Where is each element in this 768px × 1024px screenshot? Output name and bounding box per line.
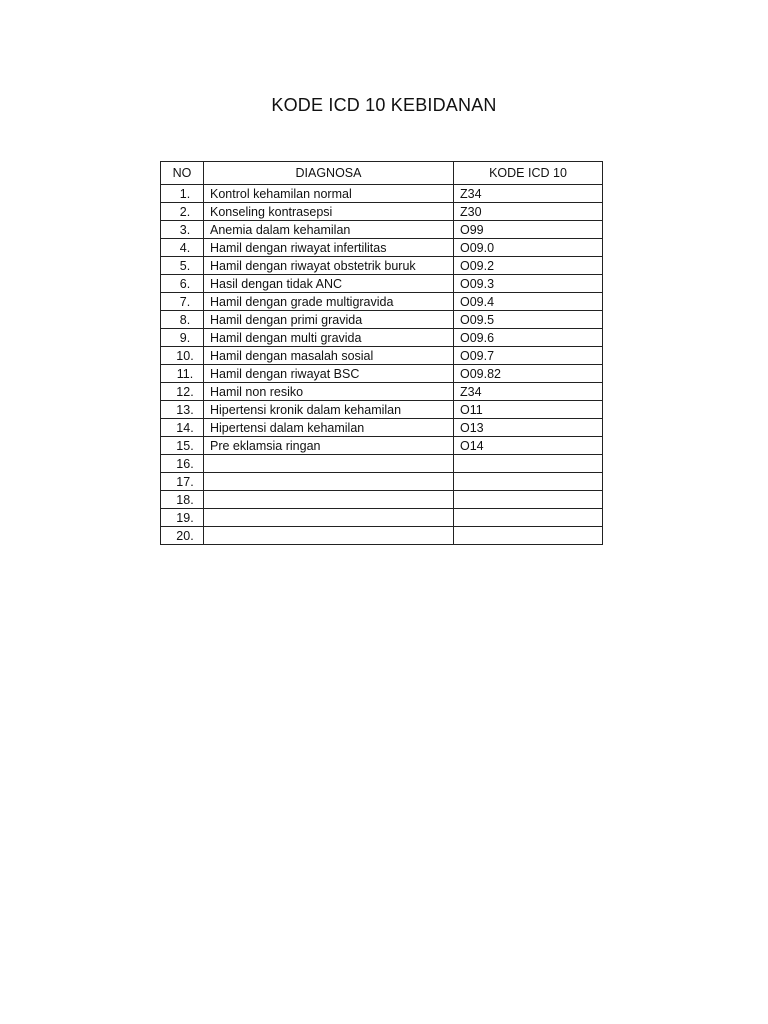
table-row — [161, 509, 603, 527]
table-row — [161, 347, 603, 365]
cell-no: 19. — [161, 509, 204, 527]
header-no: NO — [161, 162, 204, 185]
table-row — [161, 329, 603, 347]
cell-kode: Z30 — [454, 203, 603, 221]
cell-diagnosa: Hamil dengan riwayat infertilitas — [204, 239, 454, 257]
cell-no: 8. — [161, 311, 204, 329]
cell-no: 15. — [161, 437, 204, 455]
cell-no: 13. — [161, 401, 204, 419]
cell-diagnosa: Anemia dalam kehamilan — [204, 221, 454, 239]
table-row — [161, 365, 603, 383]
table-row — [161, 437, 603, 455]
cell-kode: O09.6 — [454, 329, 603, 347]
table-row — [161, 293, 603, 311]
cell-no: 18. — [161, 491, 204, 509]
cell-no: 14. — [161, 419, 204, 437]
cell-no: 2. — [161, 203, 204, 221]
table-row — [161, 185, 603, 203]
cell-diagnosa: Hamil non resiko — [204, 383, 454, 401]
cell-kode — [454, 509, 603, 527]
table-row — [161, 527, 603, 545]
cell-no: 3. — [161, 221, 204, 239]
cell-kode — [454, 473, 603, 491]
cell-kode — [454, 491, 603, 509]
cell-diagnosa: Pre eklamsia ringan — [204, 437, 454, 455]
table-row — [161, 221, 603, 239]
cell-kode — [454, 527, 603, 545]
cell-diagnosa: Hamil dengan riwayat BSC — [204, 365, 454, 383]
cell-diagnosa: Hamil dengan riwayat obstetrik buruk — [204, 257, 454, 275]
cell-kode — [454, 455, 603, 473]
cell-diagnosa: Kontrol kehamilan normal — [204, 185, 454, 203]
table-row — [161, 473, 603, 491]
cell-no: 20. — [161, 527, 204, 545]
cell-no: 11. — [161, 365, 204, 383]
table-row — [161, 257, 603, 275]
cell-kode: O09.4 — [454, 293, 603, 311]
table-body — [161, 185, 603, 545]
cell-kode: O11 — [454, 401, 603, 419]
cell-diagnosa — [204, 473, 454, 491]
cell-diagnosa: Hipertensi kronik dalam kehamilan — [204, 401, 454, 419]
cell-kode: O99 — [454, 221, 603, 239]
document-title: KODE ICD 10 KEBIDANAN — [271, 95, 497, 115]
cell-kode: O09.82 — [454, 365, 603, 383]
table-row — [161, 401, 603, 419]
cell-diagnosa: Hamil dengan multi gravida — [204, 329, 454, 347]
table-row — [161, 383, 603, 401]
cell-kode: O09.7 — [454, 347, 603, 365]
cell-no: 4. — [161, 239, 204, 257]
cell-no: 12. — [161, 383, 204, 401]
table-row — [161, 239, 603, 257]
cell-no: 7. — [161, 293, 204, 311]
cell-no: 5. — [161, 257, 204, 275]
table-row — [161, 275, 603, 293]
cell-no: 9. — [161, 329, 204, 347]
table-row — [161, 455, 603, 473]
header-kode: KODE ICD 10 — [454, 162, 603, 185]
cell-kode: O09.5 — [454, 311, 603, 329]
cell-kode: O09.3 — [454, 275, 603, 293]
header-row — [161, 162, 603, 185]
table-row — [161, 491, 603, 509]
cell-diagnosa — [204, 527, 454, 545]
icd-code-table — [160, 161, 603, 545]
cell-diagnosa — [204, 491, 454, 509]
cell-kode: Z34 — [454, 383, 603, 401]
header-diagnosa: DIAGNOSA — [204, 162, 454, 185]
cell-diagnosa: Hipertensi dalam kehamilan — [204, 419, 454, 437]
cell-kode: O09.2 — [454, 257, 603, 275]
cell-no: 10. — [161, 347, 204, 365]
cell-kode: Z34 — [454, 185, 603, 203]
cell-diagnosa: Hasil dengan tidak ANC — [204, 275, 454, 293]
table-row — [161, 419, 603, 437]
cell-diagnosa: Hamil dengan primi gravida — [204, 311, 454, 329]
cell-diagnosa — [204, 509, 454, 527]
cell-no: 16. — [161, 455, 204, 473]
table-row — [161, 203, 603, 221]
cell-diagnosa: Hamil dengan grade multigravida — [204, 293, 454, 311]
cell-no: 17. — [161, 473, 204, 491]
cell-diagnosa: Konseling kontrasepsi — [204, 203, 454, 221]
table-header — [161, 162, 603, 185]
cell-diagnosa — [204, 455, 454, 473]
cell-kode: O13 — [454, 419, 603, 437]
cell-kode: O14 — [454, 437, 603, 455]
table-row — [161, 311, 603, 329]
cell-no: 6. — [161, 275, 204, 293]
cell-kode: O09.0 — [454, 239, 603, 257]
cell-no: 1. — [161, 185, 204, 203]
cell-diagnosa: Hamil dengan masalah sosial — [204, 347, 454, 365]
